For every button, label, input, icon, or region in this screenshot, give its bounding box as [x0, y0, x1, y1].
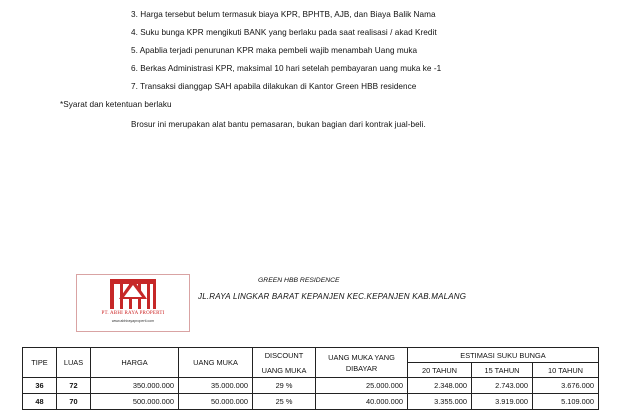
price-table	[22, 347, 599, 410]
header-luas: LUAS	[57, 348, 91, 378]
header-dibayar	[316, 348, 408, 378]
cell-20-tahun: 3.355.000	[408, 394, 472, 410]
cell-uang-muka: 50.000.000	[179, 394, 253, 410]
header-discount	[253, 348, 316, 378]
term-4: 4. Suku bunga KPR mengikuti BANK yang berlaku pada saat realisasi / akad Kredit	[131, 28, 437, 37]
header-discount-line1: DISCOUNT	[264, 350, 304, 360]
cell-harga: 500.000.000	[91, 394, 179, 410]
cell-luas: 72	[57, 378, 91, 394]
cell-10-tahun: 5.109.000	[533, 394, 599, 410]
logo-website: www.abhirayaproperti.com	[111, 319, 155, 323]
logo-building-icon	[77, 275, 189, 311]
header-dibayar-line2: DIBAYAR	[345, 363, 378, 373]
header-15-tahun: 15 TAHUN	[472, 363, 533, 378]
cell-uang-muka: 35.000.000	[179, 378, 253, 394]
header-10-tahun: 10 TAHUN	[533, 363, 599, 378]
residence-name: GREEN HBB RESIDENCE	[258, 277, 340, 284]
disclaimer: Brosur ini merupakan alat bantu pemasaran, bukan bagian dari kontrak jual-beli.	[131, 120, 426, 129]
company-logo	[76, 274, 190, 332]
term-3: 3. Harga tersebut belum termasuk biaya KPR, BPHTB, AJB, dan Biaya Balik Nama	[131, 10, 436, 19]
table-row	[23, 394, 599, 410]
logo-caption: PT. ABHI RAYA PROPERTI	[101, 311, 165, 316]
term-6: 6. Berkas Administrasi KPR, maksimal 10 hari setelah pembayaran uang muka ke -1	[131, 64, 442, 73]
cell-15-tahun: 3.919.000	[472, 394, 533, 410]
cell-20-tahun: 2.348.000	[408, 378, 472, 394]
cell-dibayar: 25.000.000	[316, 378, 408, 394]
header-dibayar-line1: UANG MUKA YANG	[328, 352, 395, 362]
cell-10-tahun: 3.676.000	[533, 378, 599, 394]
cell-tipe: 36	[23, 378, 57, 394]
cell-tipe: 48	[23, 394, 57, 410]
header-discount-line2: UANG MUKA	[261, 365, 307, 375]
header-uang-muka: UANG MUKA	[179, 348, 253, 378]
term-5: 5. Apablia terjadi penurunan KPR maka pembeli wajib menambah Uang muka	[131, 46, 418, 55]
cell-harga: 350.000.000	[91, 378, 179, 394]
residence-address: JL.RAYA LINGKAR BARAT KEPANJEN KEC.KEPANJEN KAB.MALANG	[198, 292, 467, 301]
header-harga: HARGA	[91, 348, 179, 378]
cell-discount: 25 %	[253, 394, 316, 410]
header-20-tahun: 20 TAHUN	[408, 363, 472, 378]
cell-15-tahun: 2.743.000	[472, 378, 533, 394]
footnote: *Syarat dan ketentuan berlaku	[60, 100, 172, 109]
cell-dibayar: 40.000.000	[316, 394, 408, 410]
table-row	[23, 378, 599, 394]
header-estimasi: ESTIMASI SUKU BUNGA	[408, 348, 599, 363]
header-tipe: TIPE	[23, 348, 57, 378]
cell-luas: 70	[57, 394, 91, 410]
term-7: 7. Transaksi dianggap SAH apabila dilakukan di Kantor Green HBB residence	[131, 82, 417, 91]
cell-discount: 29 %	[253, 378, 316, 394]
